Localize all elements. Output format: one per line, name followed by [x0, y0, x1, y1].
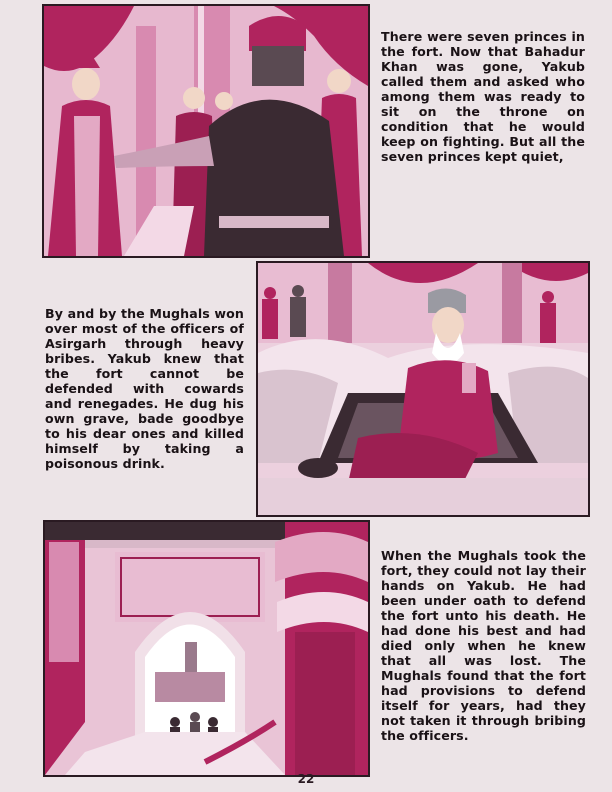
fort-gate-illustration — [45, 522, 368, 775]
panel-2-illustration — [256, 261, 590, 517]
throne-room-illustration — [44, 6, 368, 256]
panel-3-caption: When the Mughals took the fort, they could not lay their hands on Yakub. He had been under oath to defend the fort unto his death. He had done his best and had died only when he knew that all was lost. The Mughals found that the fort had provisions to defend itself for years, had they not taken it through bribing the officers. — [381, 548, 586, 743]
panel-1-illustration — [42, 4, 370, 258]
panel-1-caption: There were seven princes in the fort. Now that Bahadur Khan was gone, Yakub called them and asked who among them was ready to sit on the throne on condition that he would keep on fighting. But all the seven princes kept quiet, — [381, 29, 585, 164]
panel-2-caption: By and by the Mughals won over most of the officers of Asirgarh through heavy bribes. Yakub knew that the fort cannot be defended with cowards and renegades. He dug his own grave, bade goodbye to his dear ones and killed himself by taking a poisonous drink. — [45, 306, 244, 471]
page-number: 22 — [297, 772, 315, 786]
yakub-poison-illustration — [258, 263, 588, 515]
panel-3-illustration — [43, 520, 370, 777]
